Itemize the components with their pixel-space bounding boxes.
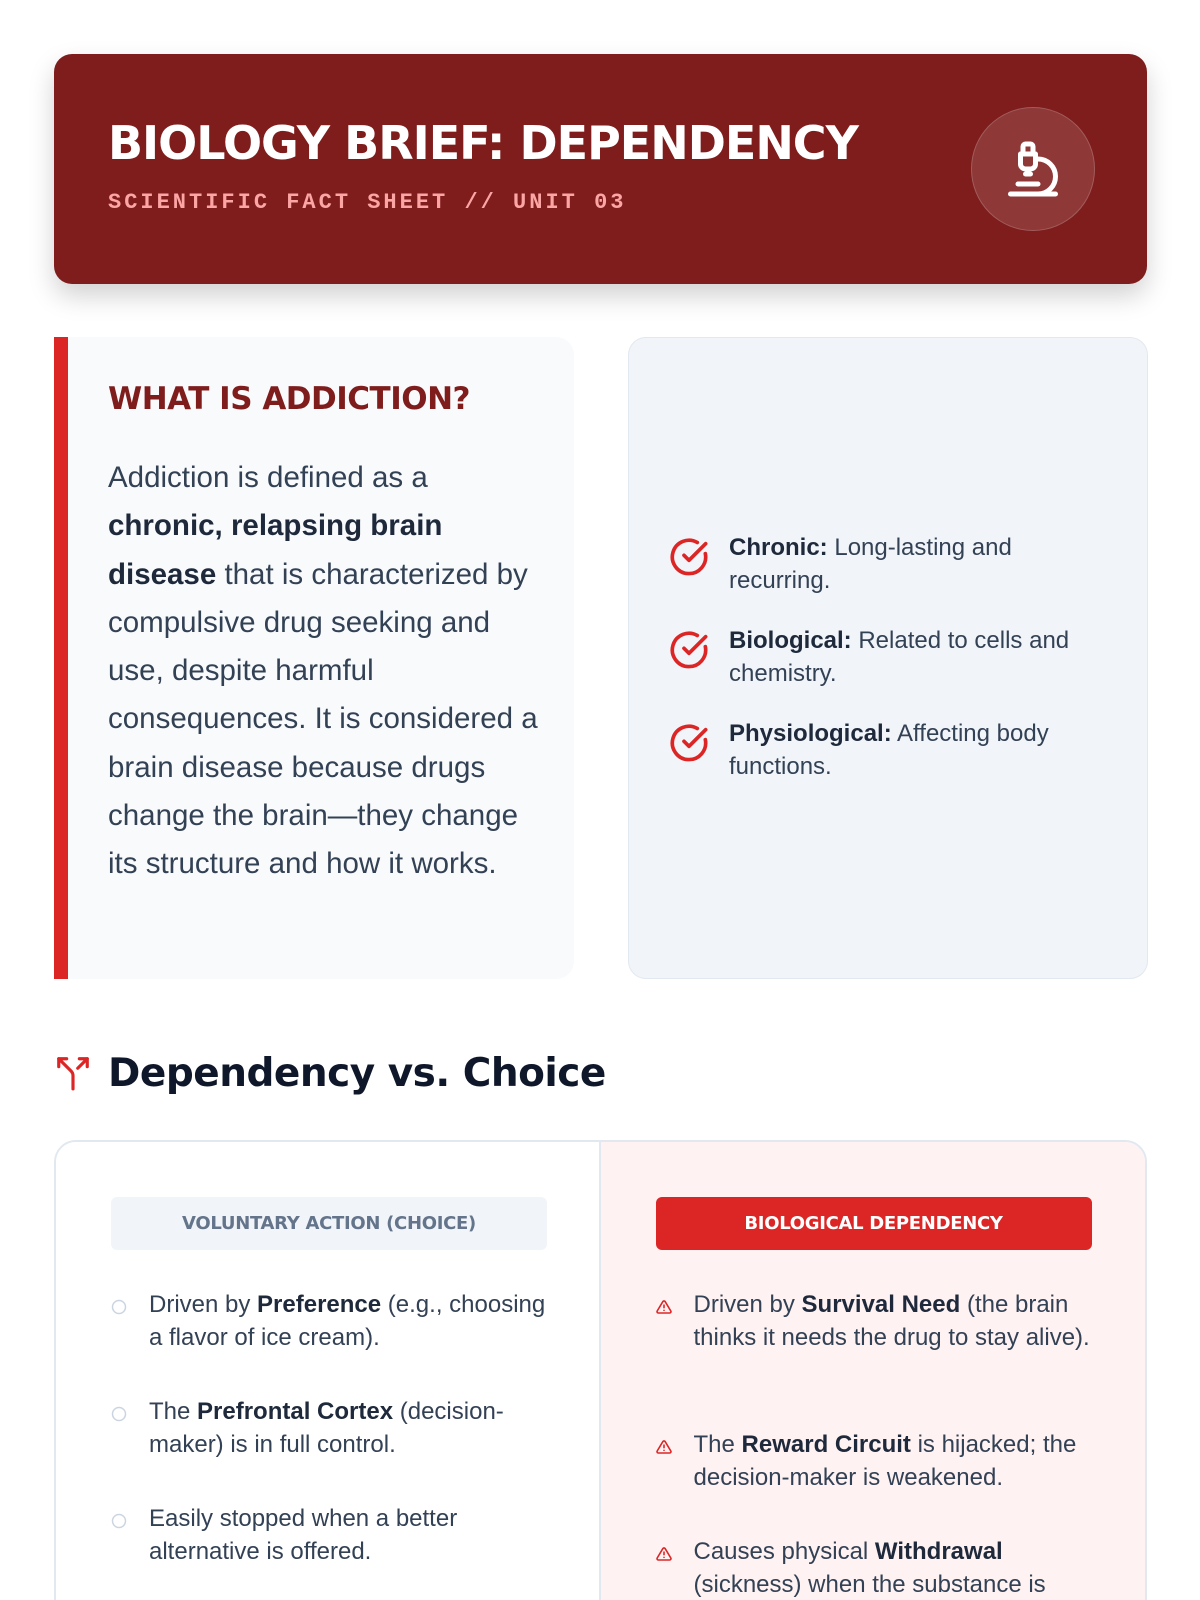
choice-item-bold: Prefrontal Cortex: [197, 1398, 394, 1425]
definition-text-bold: chronic, relapsing brain disease: [108, 509, 443, 591]
split-arrow-icon: [54, 1053, 92, 1093]
choice-label: VOLUNTARY ACTION (CHOICE): [111, 1197, 547, 1250]
page-subtitle: SCIENTIFIC FACT SHEET // UNIT 03: [108, 190, 627, 215]
definition-text-after: that is characterized by compulsive drug seeking and use, despite harmful consequences. It is considered a brain disease because drugs change the brain—they change its structure and how it works.: [108, 557, 538, 881]
circle-icon: [111, 1513, 127, 1529]
dependency-item-text: Driven by: [693, 1291, 802, 1318]
definition-text-before: Addiction is defined as a: [108, 461, 428, 494]
circle-icon: [111, 1299, 127, 1315]
definition-text: [108, 454, 538, 889]
warning-triangle-icon: [656, 1439, 672, 1455]
microscope-icon: [1003, 139, 1063, 199]
property-term: Physiological:: [729, 720, 892, 747]
circle-icon: [111, 1406, 127, 1422]
dependency-column: [601, 1142, 1146, 1600]
choice-item-bold: Preference: [257, 1291, 382, 1318]
header-badge: [971, 107, 1095, 231]
comparison-heading: Dependency vs. Choice: [108, 1050, 606, 1096]
properties-card: [628, 337, 1148, 979]
property-desc: Affecting body functions.: [729, 720, 1049, 780]
property-term: Biological:: [729, 627, 852, 654]
definition-heading: WHAT IS ADDICTION?: [108, 381, 471, 417]
check-circle-icon: [669, 537, 709, 577]
dependency-item-bold: Survival Need: [801, 1291, 961, 1318]
dependency-item-text: Causes physical: [693, 1538, 875, 1565]
choice-column: [56, 1142, 601, 1600]
header-banner: [54, 54, 1147, 284]
dependency-item-text: (the brain thinks it needs the drug to stay alive).: [693, 1291, 1090, 1351]
property-desc: Long-lasting and recurring.: [729, 534, 1012, 594]
choice-item: [111, 1395, 551, 1461]
choice-item-text: (decision-maker) is in full control.: [149, 1398, 504, 1458]
dependency-item-text: (sickness) when the substance is: [693, 1571, 1046, 1598]
dependency-item: [656, 1535, 1096, 1600]
choice-item-text: The: [149, 1398, 198, 1425]
property-term: Chronic:: [729, 534, 828, 561]
property-item: [669, 531, 1109, 597]
check-circle-icon: [669, 630, 709, 670]
choice-item-text: Driven by: [149, 1291, 258, 1318]
property-desc: Related to cells and chemistry.: [729, 627, 1070, 687]
dependency-item-bold: Reward Circuit: [741, 1431, 911, 1458]
comparison-panel: [54, 1140, 1147, 1600]
check-circle-icon: [669, 723, 709, 763]
property-item: [669, 717, 1109, 783]
dependency-item-bold: Withdrawal: [874, 1538, 1003, 1565]
property-item: [669, 624, 1109, 690]
definition-card: [54, 337, 574, 979]
dependency-item-text: The: [693, 1431, 742, 1458]
choice-item: [111, 1288, 551, 1354]
dependency-item-text: is hijacked; the decision-maker is weakened.: [693, 1431, 1077, 1491]
choice-item: [111, 1502, 551, 1568]
comparison-section-heading: [54, 1048, 606, 1098]
dependency-item: [656, 1428, 1096, 1494]
page-title: BIOLOGY BRIEF: DEPENDENCY: [108, 116, 858, 170]
choice-item-text: (e.g., choosing a flavor of ice cream).: [149, 1291, 546, 1351]
dependency-label: BIOLOGICAL DEPENDENCY: [656, 1197, 1092, 1250]
warning-triangle-icon: [656, 1546, 672, 1562]
choice-item-text: Easily stopped when a better alternative is offered.: [149, 1505, 458, 1565]
warning-triangle-icon: [656, 1299, 672, 1315]
dependency-item: [656, 1288, 1096, 1354]
